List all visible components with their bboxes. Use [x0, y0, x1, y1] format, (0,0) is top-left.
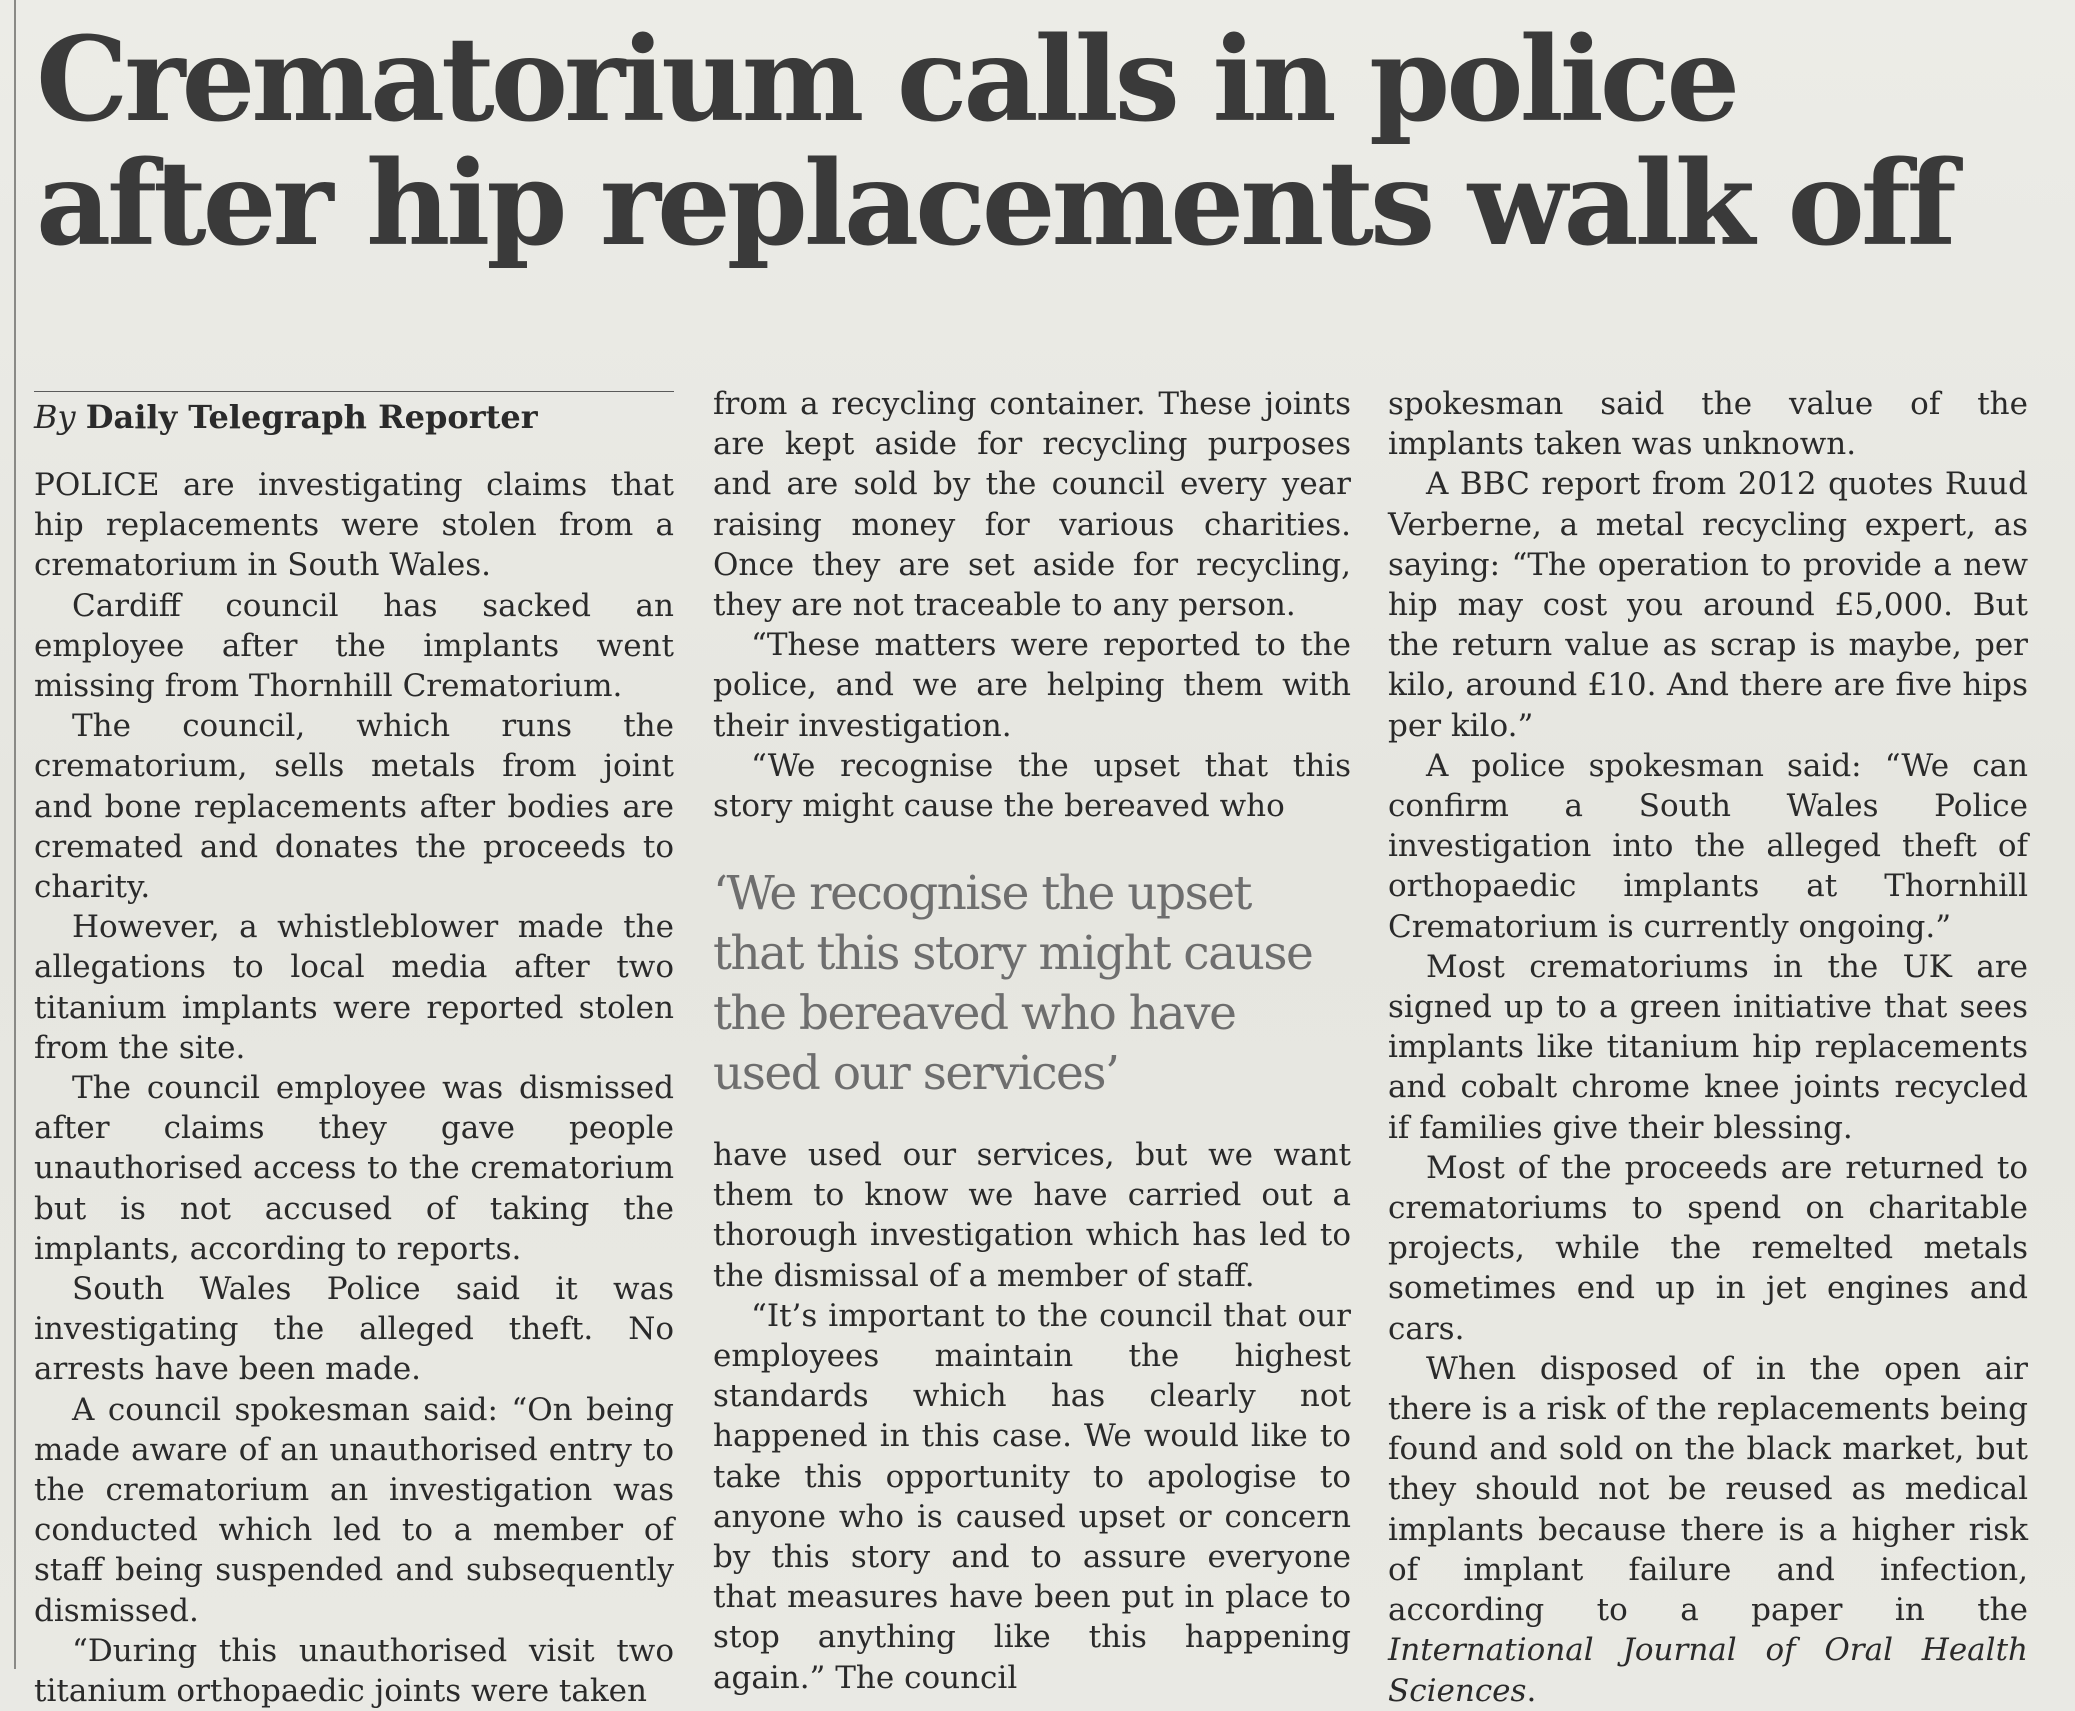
paragraph: A police spokesman said: “We can confirm a South Wales Police investigation into the alleged theft of orthopaedic implants at Thornhill Crematorium is currently ongoing.” [1388, 747, 2028, 945]
article-column-3 [1388, 384, 2028, 1711]
paragraph: The council, which runs the crematorium, sells metals from joint and bone replacements after bodies are cremated and donates the proceeds to charity. [34, 708, 674, 906]
paragraph: “During this unauthorised visit two titanium orthopaedic joints were taken [34, 1632, 674, 1710]
column-edge-rule [14, 0, 16, 1669]
byline [34, 396, 538, 438]
paragraph: POLICE are investigating claims that hip replacements were stolen from a crematorium in South Wales. [34, 467, 674, 584]
byline-rule [34, 391, 674, 392]
paragraph: However, a whistleblower made the allegations to local media after two titanium implants were reported stolen from the site. [34, 909, 674, 1066]
byline-prefix: By [34, 398, 76, 436]
paragraph: Most crematoriums in the UK are signed up to a green initiative that sees implants like titanium hip replacements and cobalt chrome knee joints recycled if families give their blessing. [1388, 948, 2028, 1146]
headline-line-2: after hip replacements walk off [36, 136, 1953, 272]
last-paragraph-end: . [1526, 1672, 1537, 1709]
byline-author: Daily Telegraph Reporter [85, 398, 538, 436]
paragraph: have used our services, but we want them to know we have carried out a thorough investigation which has led to the dismissal of a member of staff. [713, 1137, 1351, 1294]
journal-name: International Journal of Oral Health Sciences [1388, 1632, 2028, 1709]
paragraph: “These matters were reported to the police, and we are helping them with their investigation. [713, 627, 1351, 744]
article-column-2-bottom [713, 1135, 1351, 1698]
last-paragraph-text: When disposed of in the open air there is a risk of the replacements being found and sold on the black market, but they should not be reused as medical implants because there is a higher risk of implant failure and infection, according to a paper in the [1388, 1350, 2028, 1629]
paragraph: South Wales Police said it was investigating the alleged theft. No arrests have been made. [34, 1271, 674, 1388]
paragraph: from a recycling container. These joints are kept aside for recycling purposes and are sold by the council every year raising money for various charities. Once they are set aside for recycling, they are not traceable to any person. [713, 386, 1351, 624]
paragraph: A council spokesman said: “On being made aware of an unauthorised entry to the crematorium an investigation was conducted which led to a member of staff being suspended and subsequently dismissed. [34, 1391, 674, 1629]
pull-quote: ‘We recognise the upset that this story might cause the bereaved who have used our services’ [713, 866, 1313, 1101]
paragraph: Cardiff council has sacked an employee after the implants went missing from Thornhill Crematorium. [34, 587, 674, 705]
paragraph: The council employee was dismissed after claims they gave people unauthorised access to the crematorium but is not accused of taking the implants, according to reports. [34, 1070, 674, 1267]
paragraph: Most of the proceeds are returned to crematoriums to spend on charitable projects, while the remelted metals sometimes end up in jet engines and cars. [1388, 1149, 2028, 1347]
headline [36, 12, 2036, 272]
headline-line-1: Crematorium calls in police [36, 12, 1737, 148]
article-column-2-top [713, 384, 1351, 826]
paragraph: A BBC report from 2012 quotes Ruud Verberne, a metal recycling expert, as saying: “The operation to provide a new hip may cost you around £5,000. But the return value as scrap is maybe, per kilo, around £10. And there are five hips per kilo.” [1388, 466, 2028, 744]
article-column-1 [34, 465, 674, 1711]
paragraph: “We recognise the upset that this story might cause the bereaved who [713, 747, 1351, 825]
paragraph: spokesman said the value of the implants taken was unknown. [1388, 386, 2028, 463]
last-paragraph [1388, 1349, 2028, 1711]
paragraph: “It’s important to the council that our employees maintain the highest standards which has clearly not happened in this case. We would like to take this opportunity to apologise to anyone who is caused upset or concern by this story and to assure everyone that measures have been put in place to stop anything like this happening again.” The council [713, 1297, 1351, 1696]
